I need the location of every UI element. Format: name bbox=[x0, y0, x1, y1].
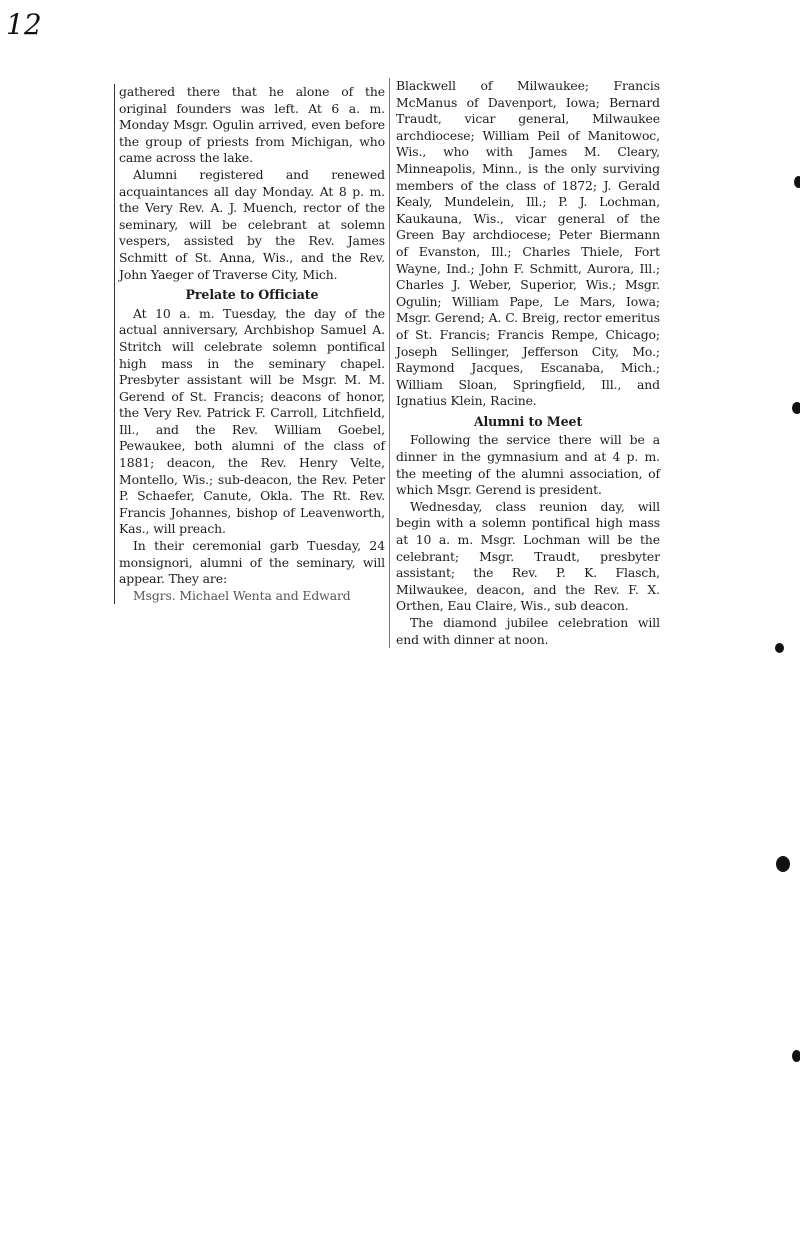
article-column-right bbox=[389, 78, 660, 648]
paragraph: Following the service there will be a dinner in the gymnasium and at 4 p. m. the meeting of the alumni association, of which Msgr. Gerend is president. bbox=[396, 432, 660, 498]
paragraph: gathered there that he alone of the original founders was left. At 6 a. m. Monday Msgr. Ogulin arrived, even before the group of priests from Michigan, who came across the lake. bbox=[119, 84, 385, 166]
binder-hole bbox=[792, 402, 800, 414]
paragraph: Wednesday, class reunion day, will begin with a solemn pontifical high mass at 10 a. m. Msgr. Lochman will be the celebrant; Msgr. Traudt, presbyter assistant; the Rev. P. K. Flasch, Milwaukee, deacon, and the Rev. F. X. Orthen, Eau Claire, Wis., sub deacon. bbox=[396, 498, 660, 614]
paragraph: At 10 a. m. Tuesday, the day of the actual anniversary, Archbishop Samuel A. Stritch will celebrate solemn pontifical high mass in the seminary chapel. Presbyter assistant will be Msgr. M. M. Gerend of St. Francis; deacons of honor, the Very Rev. Patrick F. Carroll, Litchfield, Ill., and the Rev. William Goebel, Pewaukee, both alumni of the class of 1881; deacon, the Rev. Henry Velte, Montello, Wis.; sub-deacon, the Rev. Peter P. Schaefer, Canute, Okla. The Rt. Rev. Francis Johannes, bishop of Leavenworth, Kas., will preach. bbox=[119, 305, 385, 537]
binder-hole bbox=[776, 856, 790, 872]
paragraph: In their ceremonial garb Tuesday, 24 monsignori, alumni of the seminary, will appear. They are: bbox=[119, 538, 385, 587]
scan-smudge bbox=[330, 652, 335, 670]
paragraph: Msgrs. Michael Wenta and Edward bbox=[133, 587, 351, 603]
section-heading: Alumni to Meet bbox=[473, 413, 583, 429]
binder-hole bbox=[794, 176, 800, 188]
binder-hole bbox=[792, 1050, 800, 1062]
page-number: 12 bbox=[6, 8, 42, 41]
article-column-left bbox=[114, 84, 385, 604]
binder-hole bbox=[775, 643, 784, 653]
section-heading: Prelate to Officiate bbox=[185, 287, 319, 303]
paragraph: Blackwell of Milwaukee; Francis McManus of Davenport, Iowa; Bernard Traudt, vicar general, Milwaukee archdiocese; William Peil of Manitowoc, Wis., who with James M. Cleary, Minneapolis, Minn., is the only surviving members of the class of 1872; J. Gerald Kealy, Mundelein, Ill.; P. J. Lochman, Kaukauna, Wis., vicar general of the Green Bay archdiocese; Peter Biermann of Evanston, Ill.; Charles Thiele, Fort Wayne, Ind.; John F. Schmitt, Aurora, Ill.; Charles J. Weber, Superior, Wis.; Msgr. Ogulin; William Pape, Le Mars, Iowa; Msgr. Gerend; A. C. Breig, rector emeritus of St. Francis; Francis Rempe, Chicago; Joseph Sellinger, Jefferson City, Mo.; Raymond Jacques, Escanaba, Mich.; William Sloan, Springfield, Ill., and Ignatius Klein, Racine. bbox=[396, 78, 660, 409]
paragraph: The diamond jubilee celebration will end with dinner at noon. bbox=[396, 615, 660, 647]
paragraph: Alumni registered and renewed acquaintances all day Monday. At 8 p. m. the Very Rev. A. J. Muench, rector of the seminary, will be celebrant at solemn vespers, assisted by the Rev. James Schmitt of St. Anna, Wis., and the Rev. John Yaeger of Traverse City, Mich. bbox=[119, 166, 385, 282]
